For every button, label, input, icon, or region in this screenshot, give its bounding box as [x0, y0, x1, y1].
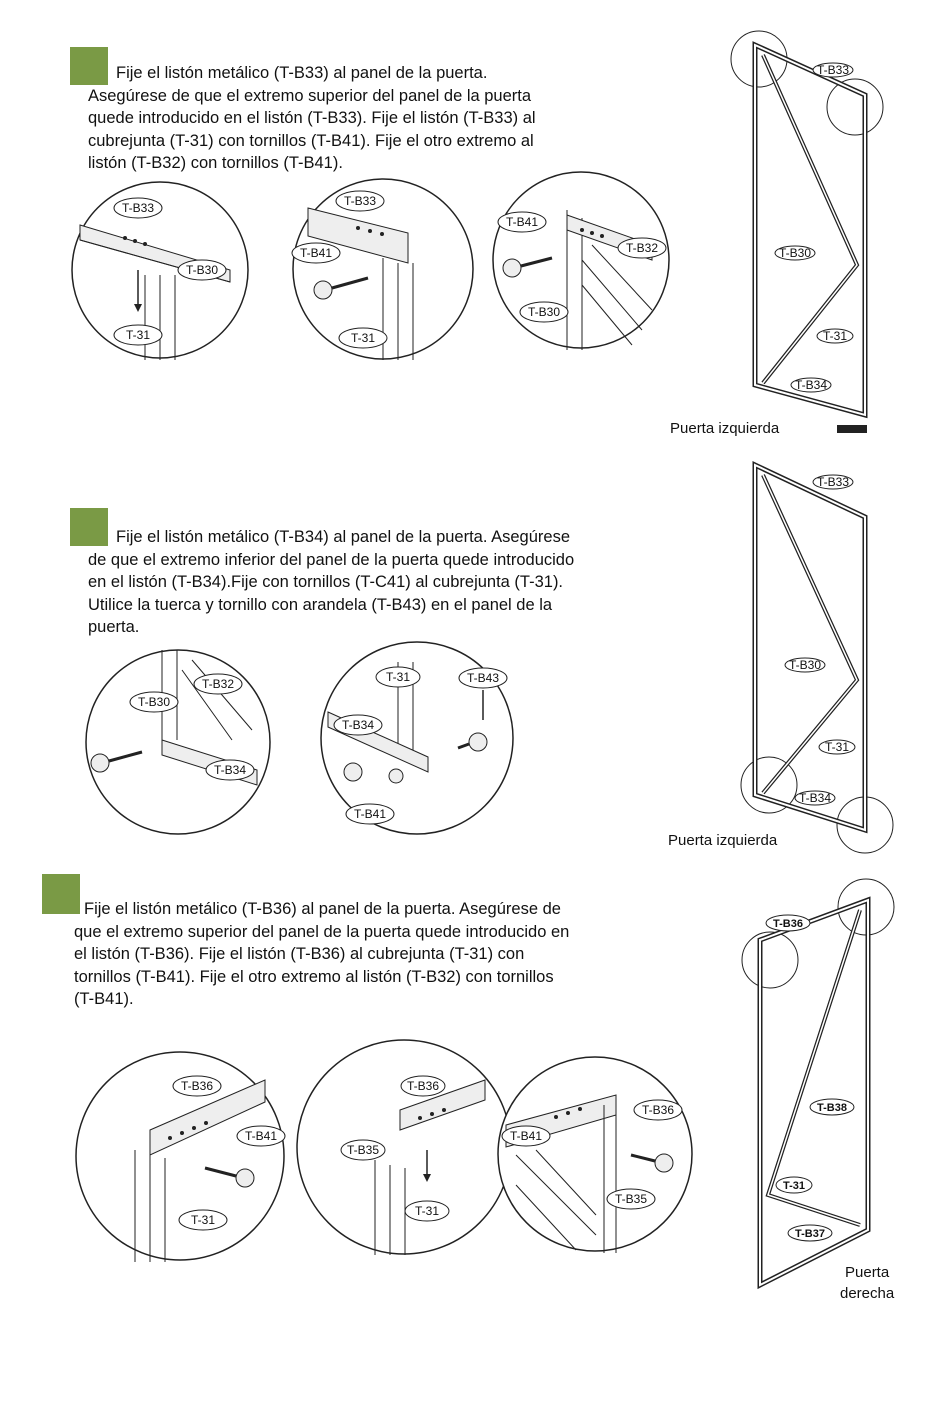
step-3-instructions: Fije el listón metálico (T-B36) al panel de la puerta. Asegúrese de que el extremo superior del panel de la puerta quede introducido en el listón (T-B36). Fije el listón (T-B36) al cubrejunta (T-31) con tornillos (T-B41). Fije el otro extremo al listón (T-B32) con tornillos (T-B41). — [74, 900, 570, 1008]
step-3-detail-2-label-3: T-31 — [414, 1204, 440, 1218]
step-3-detail-1-label-1: T-B36 — [180, 1079, 214, 1093]
step-1-detail-3-label-1: T-B41 — [505, 215, 539, 229]
step-3-detail-3 — [496, 1055, 694, 1253]
step-3-detail-1-label-2: T-B41 — [244, 1129, 278, 1143]
step-1-detail-2-label-2: T-B41 — [299, 246, 333, 260]
step-2-detail-2-label-4: T-B41 — [353, 807, 387, 821]
step-1-overview-label-1: T-B33 — [816, 63, 850, 77]
step-3-detail-3-label-3: T-B35 — [614, 1192, 648, 1206]
step-2-instructions: Fije el listón metálico (T-B34) al panel de la puerta. Asegúrese de que el extremo inferior del panel de la puerta quede introducido en el listón (T-B34).Fije con tornillos (T-C41) al cubrejunta (T-31). Utilice la tuerca y tornillo con arandela (T-B43) en el panel de la puerta. — [88, 528, 575, 636]
step-2-detail-1-label-1: T-B30 — [137, 695, 171, 709]
step-1-detail-2 — [288, 178, 478, 360]
step-2-overview-label-3: T-31 — [824, 740, 850, 754]
step-3-detail-2-label-2: T-B35 — [346, 1143, 380, 1157]
step-3-overview — [730, 875, 900, 1305]
step-1-overview-label-2: T-B30 — [778, 246, 812, 260]
step-1-overview — [725, 25, 900, 440]
step-1-overview-label-4: T-B34 — [794, 378, 828, 392]
step-1-detail-2-label-1: T-B33 — [343, 194, 377, 208]
step-3-overview-label-1: T-B36 — [773, 918, 803, 930]
step-1-caption: Puerta izquierda — [670, 420, 780, 437]
step-1-detail-1-label-2: T-B30 — [185, 263, 219, 277]
step-2-overview-label-2: T-B30 — [788, 658, 822, 672]
step-2-detail-2 — [318, 642, 516, 834]
step-2-caption: Puerta izquierda — [668, 832, 778, 849]
step-3-detail-1-label-3: T-31 — [190, 1213, 216, 1227]
step-1-instructions: Fije el listón metálico (T-B33) al panel de la puerta. Asegúrese de que el extremo superior del panel de la puerta quede introducido en el listón (T-B33). Fije el listón (T-B33) al cubrejunta (T-31) con tornillos (T-B41). Fije el otro extremo al listón (T-B32) con tornillos (T-B41). — [88, 64, 536, 172]
step-1-detail-1 — [70, 180, 250, 360]
step-2-detail-1-label-3: T-B34 — [213, 763, 247, 777]
step-1-detail-3 — [492, 170, 670, 350]
step-1-detail-2-label-3: T-31 — [350, 331, 376, 345]
step-2-detail-1-label-2: T-B32 — [201, 677, 235, 691]
step-2-detail-2-label-1: T-31 — [385, 670, 411, 684]
step-2-overview-label-1: T-B33 — [816, 475, 850, 489]
step-1-detail-3-label-3: T-B30 — [527, 305, 561, 319]
step-3-detail-3-label-2: T-B41 — [509, 1129, 543, 1143]
step-3-overview-label-3: T-31 — [782, 1180, 806, 1192]
step-3-detail-2-label-1: T-B36 — [406, 1079, 440, 1093]
step-3-detail-3-label-1: T-B36 — [641, 1103, 675, 1117]
step-2-detail-1 — [82, 650, 274, 835]
step-3-overview-label-2: T-B38 — [817, 1102, 847, 1114]
step-3-detail-1 — [75, 1050, 285, 1262]
step-2-detail-2-label-3: T-B34 — [341, 718, 375, 732]
step-1-overview-label-3: T-31 — [822, 329, 848, 343]
step-1-detail-1-label-3: T-31 — [125, 328, 151, 342]
step-2-detail-2-label-2: T-B43 — [466, 671, 500, 685]
step-1-detail-1-label-1: T-B33 — [121, 201, 155, 215]
step-3-caption: Puerta derecha — [840, 1264, 895, 1302]
step-1-detail-3-label-2: T-B32 — [625, 241, 659, 255]
step-2-overview-label-4: T-B34 — [798, 791, 832, 805]
step-3-detail-2 — [305, 1040, 503, 1255]
step-3-overview-label-4: T-B37 — [795, 1228, 825, 1240]
step-2-overview — [725, 455, 900, 855]
